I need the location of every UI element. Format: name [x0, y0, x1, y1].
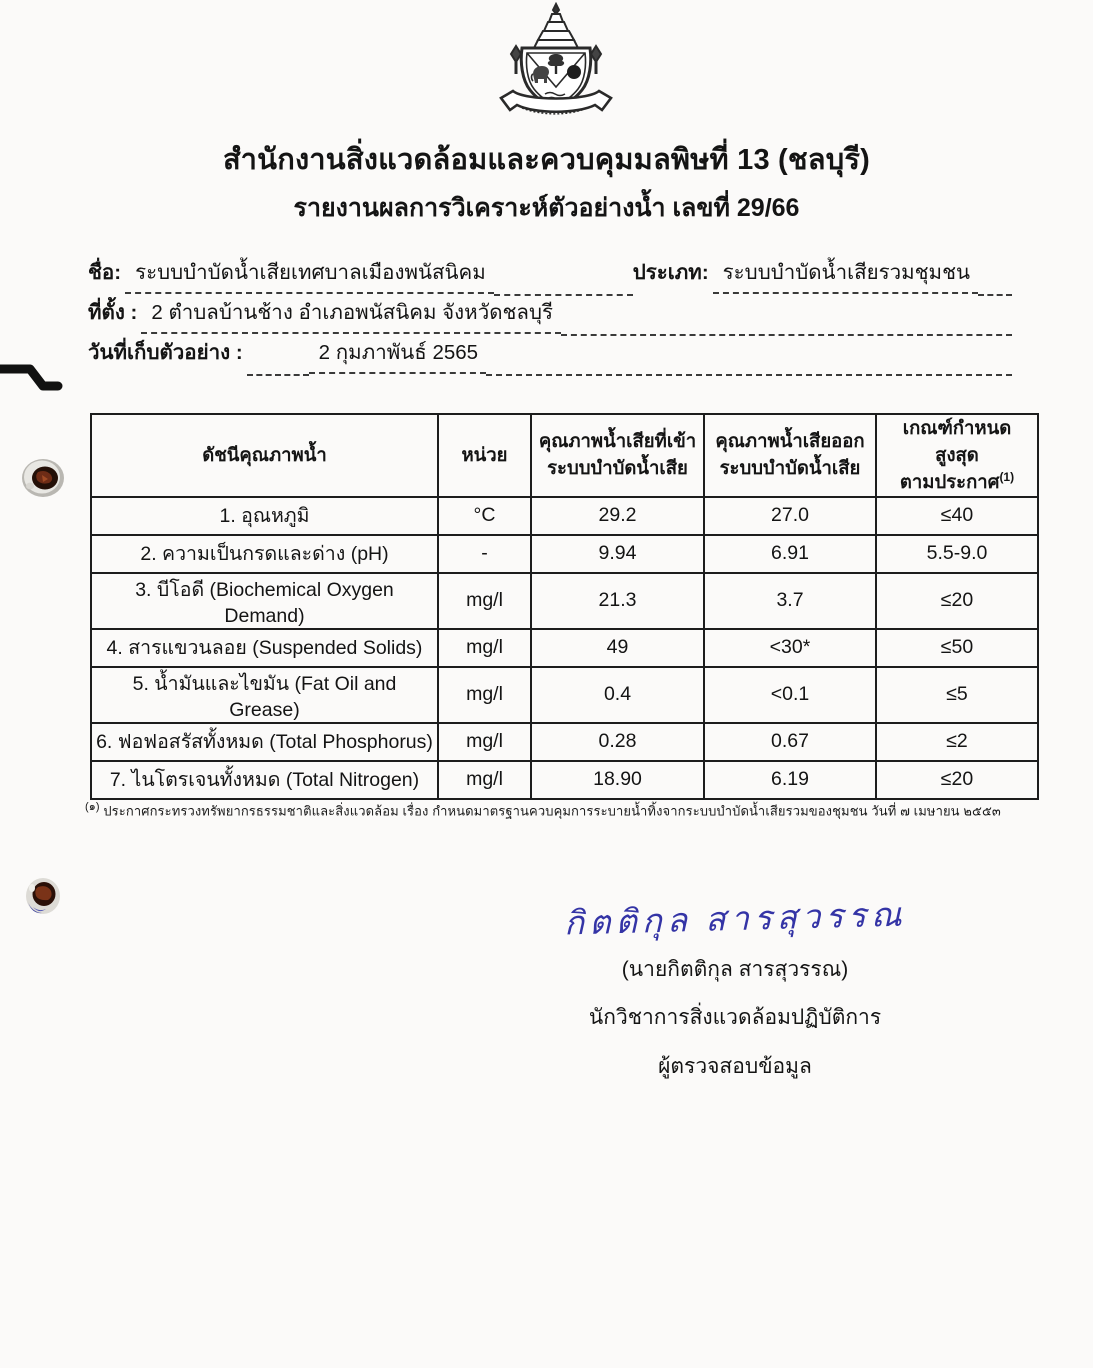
standard-cell: ≤5	[876, 667, 1038, 723]
unit-cell: mg/l	[438, 629, 531, 667]
page-subtitle: รายงานผลการวิเคราะห์ตัวอย่างน้ำ เลขที่ 29/66	[293, 194, 800, 222]
dotted-leader	[494, 256, 633, 296]
standard-cell: ≤40	[876, 497, 1038, 535]
unit-cell: mg/l	[438, 761, 531, 799]
influent-cell: 29.2	[531, 497, 704, 535]
header-standard-superscript: (1)	[999, 469, 1015, 484]
header-standard	[876, 414, 1038, 497]
unit-cell: mg/l	[438, 723, 531, 761]
table-row	[91, 629, 1038, 667]
influent-cell: 0.4	[531, 667, 704, 723]
header-unit: หน่วย	[438, 414, 531, 497]
footnote-text: ประกาศกระทรวงทรัพยากรธรรมชาติและสิ่งแวดล้อม เรื่อง กำหนดมาตรฐานควบคุมการระบายน้ำทิ้งจากระบบบำบัดน้ำเสียรวมของชุมชน วันที่ ๗ เมษายน ๒๕๕๓	[103, 803, 1001, 819]
handwritten-signature: กิตติกุล สารสุวรรณ	[563, 897, 907, 943]
effluent-cell: 3.7	[704, 573, 876, 629]
header-influent-line2: ระบบบำบัดน้ำเสีย	[547, 457, 688, 479]
footnote	[85, 797, 1035, 821]
date-value: 2 กุมภาพันธ์ 2565	[309, 336, 486, 374]
header-influent	[531, 414, 704, 497]
dotted-leader	[561, 296, 1012, 336]
type-value: ระบบบำบัดน้ำเสียรวมชุมชน	[713, 256, 978, 294]
param-cell: 5. น้ำมันและไขมัน (Fat Oil and Grease)	[91, 667, 438, 723]
dotted-leader	[486, 336, 1012, 376]
influent-cell: 9.94	[531, 535, 704, 573]
table-row	[91, 667, 1038, 723]
header-standard-line2: ตามประกาศ	[899, 470, 1000, 492]
param-cell: 6. ฟอฟอสรัสทั้งหมด (Total Phosphorus)	[91, 723, 438, 761]
standard-cell: ≤2	[876, 723, 1038, 761]
grommet-fastener-bottom	[24, 876, 62, 916]
name-label: ชื่อ:	[88, 261, 122, 284]
param-cell: 1. อุณหภูมิ	[91, 497, 438, 535]
effluent-cell: <30*	[704, 629, 876, 667]
param-cell: 7. ไนโตรเจนทั้งหมด (Total Nitrogen)	[91, 761, 438, 799]
scan-mark-artifact	[0, 355, 80, 405]
footnote-superscript: (๑)	[85, 801, 100, 813]
standard-cell: 5.5-9.0	[876, 535, 1038, 573]
header-effluent-line1: คุณภาพน้ำเสียออก	[715, 430, 865, 452]
table-row	[91, 723, 1038, 761]
signer-name: (นายกิตติกุล สารสุวรรณ)	[621, 958, 849, 981]
influent-cell: 49	[531, 629, 704, 667]
water-quality-table	[90, 413, 1039, 800]
header-effluent	[704, 414, 876, 497]
influent-cell: 0.28	[531, 723, 704, 761]
param-cell: 4. สารแขวนลอย (Suspended Solids)	[91, 629, 438, 667]
unit-cell: mg/l	[438, 573, 531, 629]
form-line-date	[88, 336, 1012, 376]
unit-cell: mg/l	[438, 667, 531, 723]
location-label: ที่ตั้ง :	[88, 301, 138, 324]
header-effluent-line2: ระบบบำบัดน้ำเสีย	[719, 457, 861, 479]
table-header-row	[91, 414, 1038, 497]
header-parameter: ดัชนีคุณภาพน้ำ	[91, 414, 438, 497]
header-influent-line1: คุณภาพน้ำเสียที่เข้า	[538, 430, 697, 452]
header-standard-line1: เกณฑ์กำหนดสูงสุด	[902, 417, 1012, 465]
standard-cell: ≤20	[876, 573, 1038, 629]
param-cell: 2. ความเป็นกรดและด่าง (pH)	[91, 535, 438, 573]
effluent-cell: <0.1	[704, 667, 876, 723]
unit-cell: -	[438, 535, 531, 573]
table-row	[91, 535, 1038, 573]
signer-role: ผู้ตรวจสอบข้อมูล	[658, 1055, 812, 1078]
table-row	[91, 573, 1038, 629]
effluent-cell: 6.19	[704, 761, 876, 799]
table-row	[91, 761, 1038, 799]
form-line-name-type	[88, 256, 1012, 296]
influent-cell: 18.90	[531, 761, 704, 799]
type-label: ประเภท:	[632, 261, 709, 284]
date-label: วันที่เก็บตัวอย่าง :	[88, 341, 243, 364]
effluent-cell: 27.0	[704, 497, 876, 535]
dotted-leader	[247, 336, 309, 376]
standard-cell: ≤50	[876, 629, 1038, 667]
dotted-leader	[978, 256, 1012, 296]
effluent-cell: 0.67	[704, 723, 876, 761]
location-value: 2 ตำบลบ้านช้าง อำเภอพนัสนิคม จังหวัดชลบุรี	[141, 296, 561, 334]
page-title: สำนักงานสิ่งแวดล้อมและควบคุมมลพิษที่ 13 (ชลบุรี)	[222, 144, 870, 176]
ministry-crest-icon	[489, 2, 623, 130]
unit-cell: °C	[438, 497, 531, 535]
influent-cell: 21.3	[531, 573, 704, 629]
name-value: ระบบบำบัดน้ำเสียเทศบาลเมืองพนัสนิคม	[125, 256, 494, 294]
table-row	[91, 497, 1038, 535]
standard-cell: ≤20	[876, 761, 1038, 799]
sample-info-form	[88, 256, 1012, 376]
form-line-location	[88, 296, 1012, 336]
signer-position: นักวิชาการสิ่งแวดล้อมปฏิบัติการ	[588, 1006, 882, 1029]
signature-block	[525, 892, 945, 1083]
grommet-fastener-top	[20, 456, 66, 500]
effluent-cell: 6.91	[704, 535, 876, 573]
param-cell: 3. บีโอดี (Biochemical Oxygen Demand)	[91, 573, 438, 629]
